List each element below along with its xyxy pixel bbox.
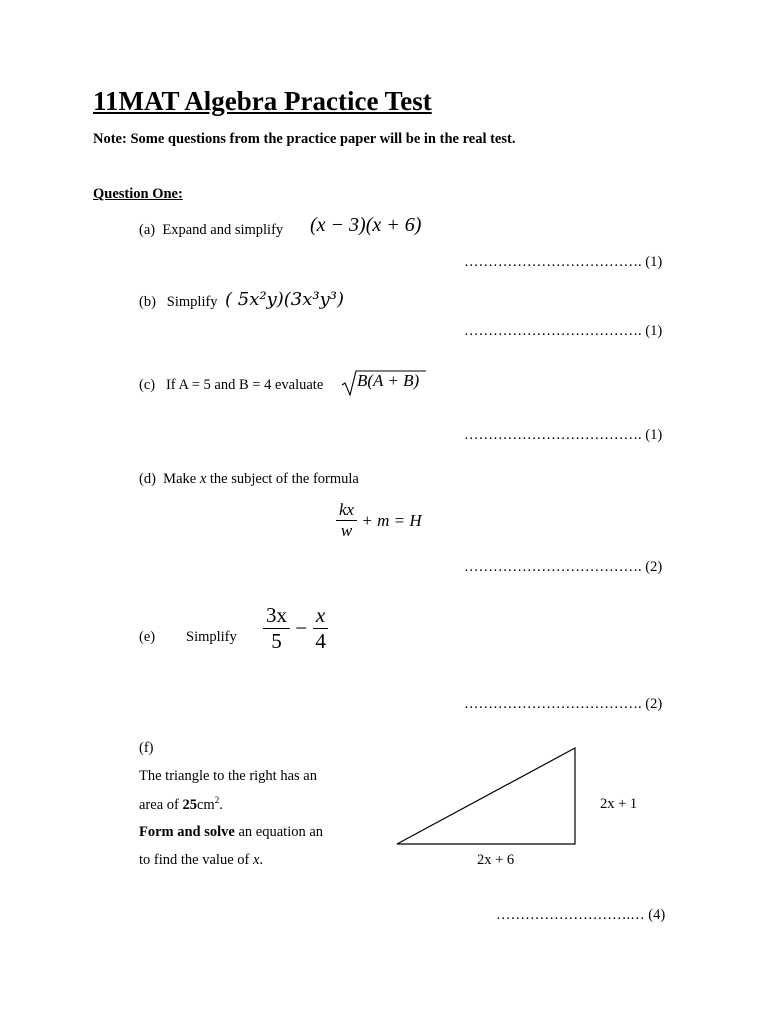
part-d-numerator: kx [336, 500, 357, 521]
part-e-denominator-1: 5 [271, 629, 282, 654]
part-a-answer-line [464, 254, 662, 271]
part-d-text-before: Make [163, 471, 200, 487]
part-b-expr: 5x²y)(3x³y³) [232, 289, 345, 310]
part-b [139, 294, 218, 311]
part-e-numerator-1: 3x [263, 603, 290, 629]
part-b-text: Simplify [166, 294, 218, 310]
answer-dots: ………………………………. [464, 696, 642, 712]
part-f-line-2-post: . [219, 796, 223, 813]
part-f-line-2-pre: area of [139, 796, 183, 813]
part-e-fraction-1 [263, 603, 290, 654]
part-d [139, 471, 359, 488]
part-c-answer-line [464, 427, 662, 444]
answer-dots: ………………………………. [464, 323, 642, 339]
part-d-answer-line [464, 559, 662, 576]
part-f-line-1: The triangle to the right has an [139, 768, 317, 784]
part-c [139, 377, 323, 394]
part-d-formula [336, 500, 422, 542]
triangle-side-label: 2x + 1 [600, 796, 638, 812]
part-f-label: (f) [139, 740, 154, 756]
answer-dots: ………………………………. [464, 254, 642, 270]
part-a [139, 222, 283, 239]
part-f-line-3 [139, 824, 323, 841]
answer-dots: ………………………………. [464, 427, 642, 443]
part-b-expression [225, 289, 344, 310]
part-a-label: (a) [139, 222, 156, 238]
part-f-line-3-post: an equation an [234, 824, 324, 840]
part-c-expression: B(A + B) [357, 371, 420, 390]
part-d-rest: + m = H [361, 510, 422, 530]
part-f-line-4 [139, 852, 263, 869]
part-f-marks: (4) [648, 907, 666, 923]
part-e-text: Simplify [186, 629, 237, 645]
part-e-answer-line [464, 696, 662, 713]
part-b-answer-line [464, 323, 662, 340]
part-d-marks: (2) [645, 559, 663, 575]
part-d-var: x [199, 471, 207, 487]
part-f-line-2 [139, 795, 223, 814]
question-heading: Question One: [93, 186, 183, 202]
part-b-label: (b) [139, 294, 156, 310]
part-f-line-4-pre: to find the value of [139, 852, 253, 868]
part-f-area-sup: 2 [214, 795, 220, 805]
part-e-minus: − [295, 616, 308, 641]
right-triangle [397, 748, 575, 844]
part-f-area-unit: cm [196, 796, 215, 813]
part-b-marks: (1) [645, 323, 663, 339]
part-d-fraction [336, 500, 357, 542]
part-f-instruction-bold: Form and solve [139, 824, 235, 840]
part-e-marks: (2) [645, 696, 663, 712]
part-e-denominator-2: 4 [315, 629, 326, 654]
part-c-text: If A = 5 and B = 4 evaluate [165, 377, 324, 393]
part-d-denominator: w [340, 521, 353, 541]
answer-dots: ……………………….… [496, 907, 645, 923]
part-f-line-4-post: . [259, 852, 264, 868]
triangle-diagram [390, 742, 590, 852]
part-f-area-value: 25 [182, 796, 197, 813]
part-d-text-after: the subject of the formula [206, 471, 359, 487]
page-title: 11MAT Algebra Practice Test [93, 86, 432, 116]
part-e-label: (e) [139, 629, 156, 645]
part-e-numerator-2: x [313, 603, 328, 629]
answer-dots: ………………………………. [464, 559, 642, 575]
triangle-base-label: 2x + 6 [477, 852, 515, 868]
part-c-marks: (1) [645, 427, 663, 443]
part-f-answer-line [496, 907, 665, 924]
part-d-label: (d) [139, 471, 156, 487]
part-a-expression: (x − 3)(x + 6) [310, 214, 422, 236]
part-e-fraction-2 [312, 603, 329, 654]
part-a-marks: (1) [645, 254, 663, 270]
part-c-label: (c) [139, 377, 156, 393]
page-note: Note: Some questions from the practice paper will be in the real test. [93, 131, 516, 147]
part-a-text: Expand and simplify [162, 222, 284, 238]
part-e-formula [263, 603, 329, 654]
part-f-line-4-var: x [252, 852, 260, 868]
part-b-open-paren: ( [225, 289, 233, 310]
